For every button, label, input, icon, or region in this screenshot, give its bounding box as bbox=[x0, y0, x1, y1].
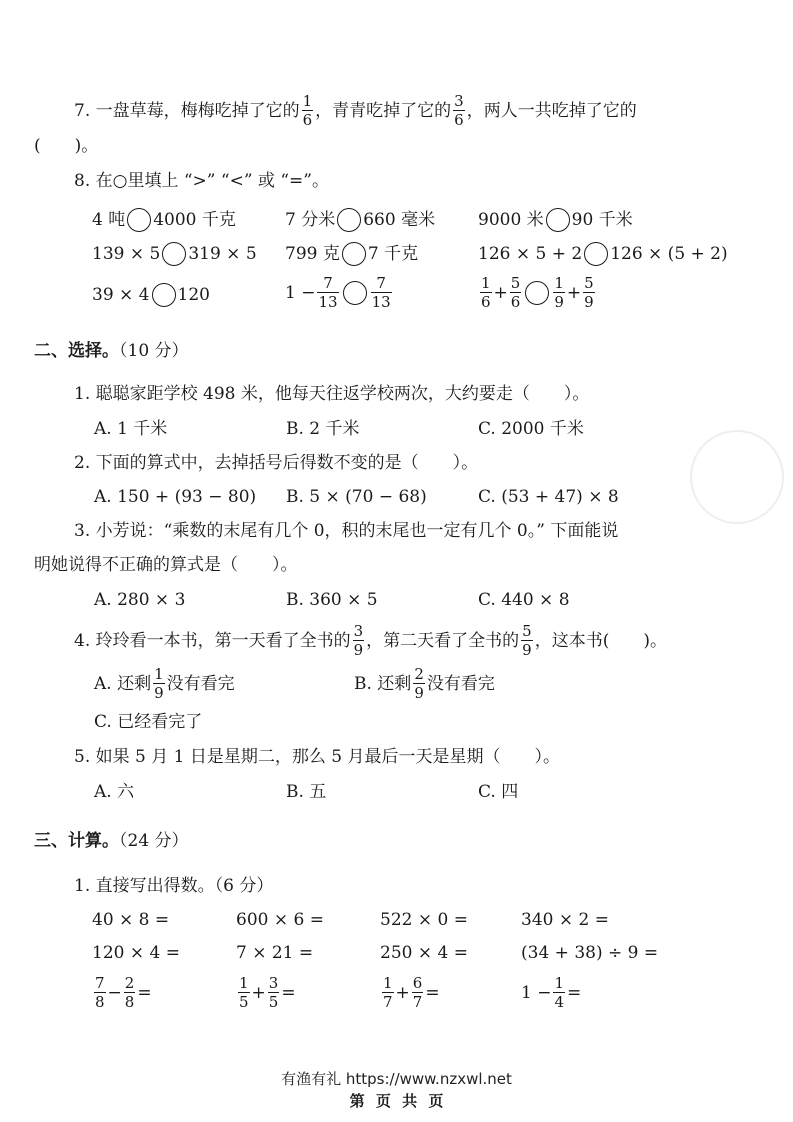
fraction: $\frac{7}{13}$ bbox=[318, 274, 338, 311]
compare-circle[interactable] bbox=[342, 242, 366, 266]
fraction: $\frac{5}{9}$ bbox=[584, 274, 594, 311]
q7-text-b: ，青青吃掉了它的 bbox=[315, 100, 452, 121]
q8-item: 799 克 7 千克 bbox=[285, 242, 418, 266]
question-8-title: 8. 在○里填上 “>” “<” 或 “=”。 bbox=[74, 171, 329, 191]
calc-item: $\frac{1}{7}$ + $\frac{6}{7}$ = bbox=[383, 974, 440, 1011]
q8-item: 7 分米 660 毫米 bbox=[285, 208, 435, 232]
option-b[interactable]: B. 5 × (70 − 68) bbox=[286, 487, 427, 507]
fraction: $\frac{2}{8}$ bbox=[124, 974, 135, 1011]
q8-item: 9000 米 90 千米 bbox=[478, 208, 633, 232]
calc-item: $\frac{1}{5}$ + $\frac{3}{5}$ = bbox=[239, 974, 296, 1011]
option-a[interactable]: A. 280 × 3 bbox=[94, 590, 186, 610]
calc-item: 1 − $\frac{1}{4}$ = bbox=[521, 974, 582, 1011]
option-c[interactable]: C. (53 + 47) × 8 bbox=[478, 487, 619, 507]
q8-item: 39 × 4 120 bbox=[92, 283, 210, 307]
compare-circle[interactable] bbox=[343, 281, 367, 305]
q8-item: $\frac{1}{6}$ + $\frac{5}{6}$ $\frac{1}{9}$ + $\frac{5}{9}$ bbox=[481, 274, 594, 311]
fraction: $\frac{6}{7}$ bbox=[412, 974, 423, 1011]
option-b[interactable]: B. 2 千米 bbox=[286, 419, 360, 439]
option-a[interactable]: A. 150 + (93 − 80) bbox=[94, 487, 257, 507]
calc-item: 40 × 8 = bbox=[92, 910, 170, 930]
calc-item: (34 + 38) ÷ 9 = bbox=[521, 943, 659, 963]
calc-item: 7 × 21 = bbox=[236, 943, 314, 963]
option-b[interactable]: B. 还剩 $\frac{2}{9}$ 没有看完 bbox=[354, 665, 495, 702]
compare-circle[interactable] bbox=[152, 283, 176, 307]
section-2-heading: 二、选择。（10 分） bbox=[34, 341, 189, 361]
compare-circle[interactable] bbox=[525, 281, 549, 305]
q8-item: 139 × 5 319 × 5 bbox=[92, 242, 257, 266]
q7-answer-blank[interactable]: ( )。 bbox=[34, 136, 99, 156]
fraction: $\frac{3}{5}$ bbox=[268, 974, 279, 1011]
question-7 bbox=[74, 94, 637, 128]
fraction: $\frac{5}{9}$ bbox=[522, 622, 532, 659]
compare-circle[interactable] bbox=[584, 242, 608, 266]
option-a[interactable]: A. 六 bbox=[94, 782, 135, 802]
q7-text-a: 7. 一盘草莓，梅梅吃掉了它的 bbox=[74, 100, 300, 121]
choice-question-3: 3. 小芳说：“乘数的末尾有几个 0，积的末尾也一定有几个 0。” 下面能说 bbox=[74, 521, 619, 541]
fraction: $\frac{7}{13}$ bbox=[371, 274, 391, 311]
compare-circle[interactable] bbox=[162, 242, 186, 266]
compare-circle[interactable] bbox=[337, 208, 361, 232]
fraction: $\frac{1}{5}$ bbox=[239, 974, 249, 1011]
fraction: $\frac{1}{4}$ bbox=[554, 974, 565, 1011]
fraction: $\frac{7}{8}$ bbox=[95, 974, 105, 1011]
option-b[interactable]: B. 五 bbox=[286, 782, 327, 802]
section-3-heading: 三、计算。（24 分） bbox=[34, 831, 189, 851]
calc-item: 250 × 4 = bbox=[380, 943, 468, 963]
choice-question-1: 1. 聪聪家距学校 498 米，他每天往返学校两次，大约要走（ ）。 bbox=[74, 384, 590, 404]
choice-question-4: 4. 玲玲看一本书，第一天看了全书的 $\frac{3}{9}$ ，第二天看了全书的 $\frac{5}{9}$ ，这本书( )。 bbox=[74, 622, 667, 659]
choice-question-5: 5. 如果 5 月 1 日是星期二，那么 5 月最后一天是星期（ ）。 bbox=[74, 747, 560, 767]
option-c[interactable]: C. 440 × 8 bbox=[478, 590, 570, 610]
option-c[interactable]: C. 四 bbox=[478, 782, 519, 802]
compare-circle[interactable] bbox=[127, 208, 151, 232]
fraction: $\frac{5}{6}$ bbox=[510, 274, 521, 311]
calc-item: 340 × 2 = bbox=[521, 910, 609, 930]
fraction: $\frac{1}{6}$ bbox=[481, 274, 491, 311]
option-a[interactable]: A. 还剩 $\frac{1}{9}$ 没有看完 bbox=[94, 665, 235, 702]
fraction: $\frac{3}{9}$ bbox=[353, 622, 364, 659]
q8-item: 1 − $\frac{7}{13}$ $\frac{7}{13}$ bbox=[285, 274, 391, 311]
fraction: $\frac{1}{7}$ bbox=[383, 974, 393, 1011]
q7-text-c: ，两人一共吃掉了它的 bbox=[466, 100, 637, 121]
compare-circle[interactable] bbox=[546, 208, 570, 232]
calc-item: 522 × 0 = bbox=[380, 910, 468, 930]
choice-question-2: 2. 下面的算式中，去掉括号后得数不变的是（ ）。 bbox=[74, 453, 479, 473]
calc-item: $\frac{7}{8}$ − $\frac{2}{8}$ = bbox=[95, 974, 152, 1011]
fraction: $\frac{3}{6}$ bbox=[454, 92, 464, 129]
fraction: $\frac{1}{9}$ bbox=[554, 274, 564, 311]
option-c[interactable]: C. 已经看完了 bbox=[94, 712, 203, 732]
option-a[interactable]: A. 1 千米 bbox=[94, 419, 168, 439]
option-c[interactable]: C. 2000 千米 bbox=[478, 419, 584, 439]
calc-title: 1. 直接写出得数。（6 分） bbox=[74, 876, 274, 896]
footer-page-number: 第 页 共 页 bbox=[349, 1092, 444, 1110]
fraction: $\frac{1}{6}$ bbox=[302, 92, 313, 129]
fraction: $\frac{1}{9}$ bbox=[154, 665, 164, 702]
q8-item: 4 吨 4000 千克 bbox=[92, 208, 236, 232]
calc-item: 120 × 4 = bbox=[92, 943, 180, 963]
option-b[interactable]: B. 360 × 5 bbox=[286, 590, 378, 610]
calc-item: 600 × 6 = bbox=[236, 910, 324, 930]
footer-site: 有渔有礼 https://www.nzxwl.net bbox=[281, 1070, 512, 1088]
choice-question-3-line2: 明她说得不正确的算式是（ ）。 bbox=[34, 555, 298, 575]
bleed-through-mark bbox=[690, 430, 784, 524]
fraction: $\frac{2}{9}$ bbox=[414, 665, 424, 702]
q8-item: 126 × 5 + 2 126 × (5 + 2) bbox=[478, 242, 728, 266]
